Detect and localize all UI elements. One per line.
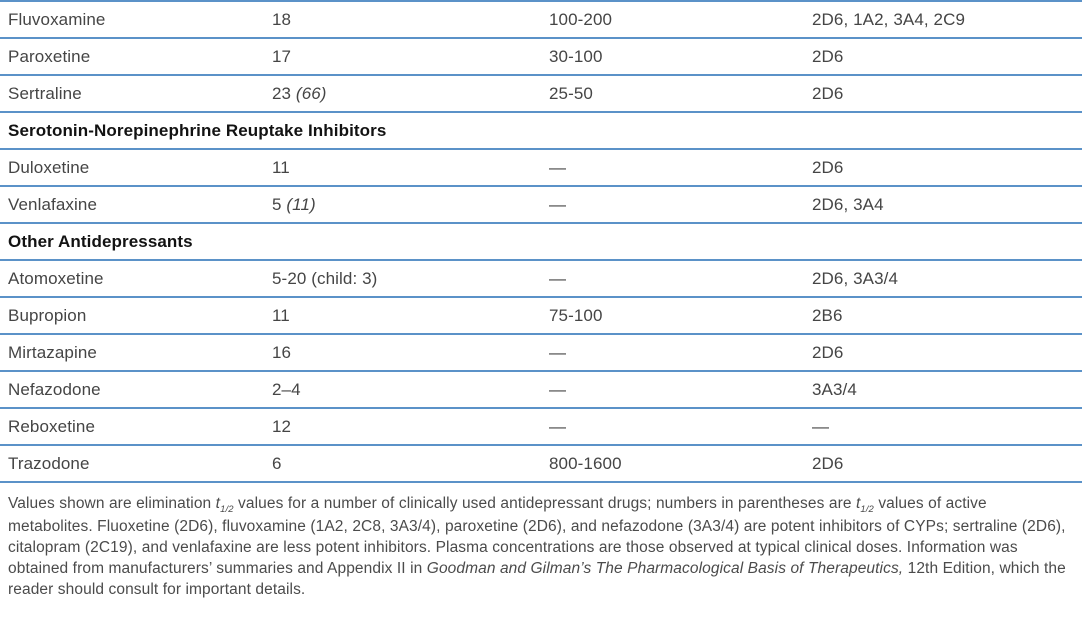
- cyp-value: —: [812, 416, 830, 436]
- table-row: [0, 39, 1082, 76]
- half-life-value: 6: [272, 453, 282, 473]
- section-header-row: [0, 113, 1082, 150]
- half-life-value: 5-20 (child: 3): [272, 268, 378, 288]
- table-row: [0, 150, 1082, 187]
- section-header-row: [0, 224, 1082, 261]
- cyp-value: 2D6: [812, 342, 844, 362]
- drug-name: Fluvoxamine: [8, 9, 106, 29]
- table-row: [0, 261, 1082, 298]
- table-row: [0, 335, 1082, 372]
- cyp-value: 2D6: [812, 46, 844, 66]
- plasma-concentration-value: —: [549, 342, 567, 362]
- cyp-value: 2D6, 3A3/4: [812, 268, 899, 288]
- table-row: [0, 76, 1082, 113]
- cyp-value: 2B6: [812, 305, 843, 325]
- half-life-value: 11: [272, 157, 290, 177]
- drug-name: Bupropion: [8, 305, 87, 325]
- half-life-value: 18: [272, 9, 292, 29]
- half-life-value: 5 (11): [272, 194, 316, 214]
- cyp-value: 2D6, 3A4: [812, 194, 884, 214]
- cyp-value: 2D6: [812, 157, 844, 177]
- table-row: [0, 298, 1082, 335]
- drug-name: Sertraline: [8, 83, 82, 103]
- drug-name: Trazodone: [8, 453, 90, 473]
- footnote: Values shown are elimination $t_{1/2}$ values for a number of clinically used antidepressant drugs; numbers in parentheses are $t_{1/2}$ values of active metabolites. Fluoxetine (2D6), fluvoxamine (1A2, 2C8, 3A3/4), paroxetine (2D6), and nefazodone (3A3/4) are potent inhibitors of CYPs; sertraline (2D6), citalopram (2C19), and venlafaxine are less potent inhibitors. Plasma concentrations are those observed at typical clinical doses. Information was obtained from manufacturers’ summaries and Appendix II in Goodman and Gilman’s The Pharmacological Basis of Therapeutics, 12th Edition, which the reader should consult for important details.: [8, 495, 1066, 598]
- half-life-value: 23 (66): [272, 83, 327, 103]
- plasma-concentration-value: 25-50: [549, 83, 593, 103]
- drug-name: Reboxetine: [8, 416, 96, 436]
- section-header: Other Antidepressants: [8, 231, 193, 251]
- plasma-concentration-value: 800-1600: [549, 453, 622, 473]
- plasma-concentration-value: —: [549, 194, 567, 214]
- cyp-value: 2D6: [812, 453, 844, 473]
- cyp-value: 3A3/4: [812, 379, 857, 399]
- table-row: [0, 2, 1082, 39]
- half-life-value: 12: [272, 416, 292, 436]
- cyp-value: 2D6: [812, 83, 844, 103]
- drug-name: Nefazodone: [8, 379, 101, 399]
- drug-name: Atomoxetine: [8, 268, 104, 288]
- half-life-value: 17: [272, 46, 292, 66]
- table-row: [0, 446, 1082, 483]
- plasma-concentration-value: 75-100: [549, 305, 603, 325]
- drug-name: Duloxetine: [8, 157, 90, 177]
- plasma-concentration-value: —: [549, 416, 567, 436]
- table-row: [0, 372, 1082, 409]
- table-row: [0, 187, 1082, 224]
- plasma-concentration-value: —: [549, 268, 567, 288]
- half-life-value: 11: [272, 305, 290, 325]
- cyp-value: 2D6, 1A2, 3A4, 2C9: [812, 9, 966, 29]
- drug-name: Venlafaxine: [8, 194, 98, 214]
- plasma-concentration-value: —: [549, 379, 567, 399]
- drug-name: Mirtazapine: [8, 342, 97, 362]
- half-life-value: 16: [272, 342, 292, 362]
- plasma-concentration-value: 30-100: [549, 46, 603, 66]
- drug-name: Paroxetine: [8, 46, 91, 66]
- half-life-value: 2–4: [272, 379, 301, 399]
- table-row: [0, 409, 1082, 446]
- section-header: Serotonin-Norepinephrine Reuptake Inhibitors: [8, 120, 387, 140]
- plasma-concentration-value: 100-200: [549, 9, 613, 29]
- plasma-concentration-value: —: [549, 157, 567, 177]
